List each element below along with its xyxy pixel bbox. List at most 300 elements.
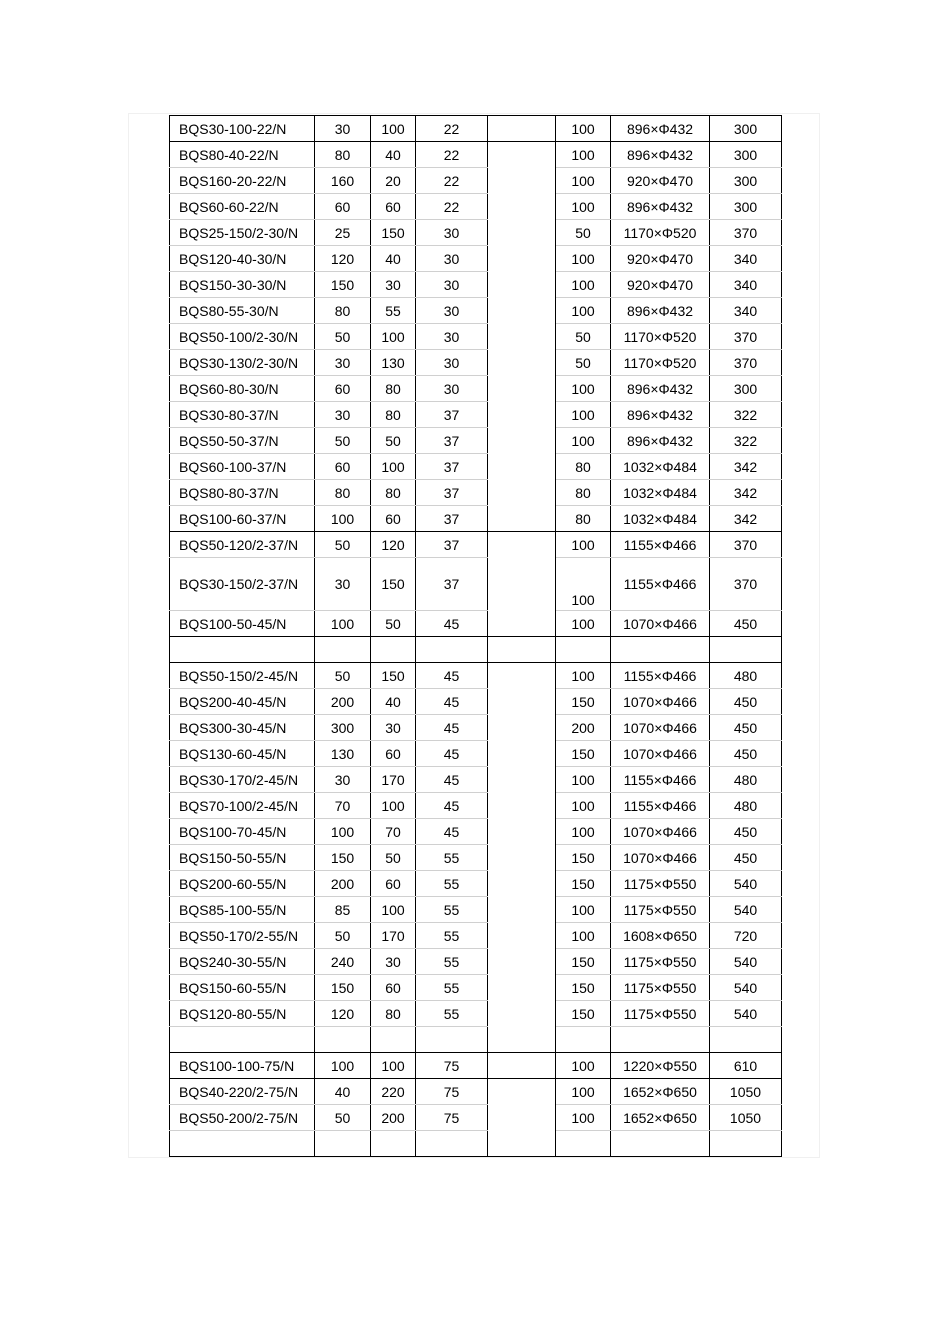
- power-cell: 37: [416, 506, 488, 532]
- power-cell: 55: [416, 975, 488, 1001]
- outlet-cell: 100: [556, 168, 611, 194]
- power-cell: 75: [416, 1079, 488, 1105]
- dimensions-cell: 1155×Φ466: [611, 767, 710, 793]
- power-cell: 37: [416, 532, 488, 558]
- dimensions-cell: 896×Φ432: [611, 376, 710, 402]
- table-row: [170, 923, 782, 949]
- power-cell: [416, 1027, 488, 1053]
- dimensions-cell: 1032×Φ484: [611, 480, 710, 506]
- flow-cell: 30: [315, 402, 371, 428]
- head-cell: 100: [371, 116, 416, 142]
- weight-cell: 322: [710, 428, 782, 454]
- blank-cell: [488, 975, 556, 1001]
- flow-cell: 85: [315, 897, 371, 923]
- flow-cell: 70: [315, 793, 371, 819]
- weight-cell: 342: [710, 454, 782, 480]
- head-cell: 150: [371, 220, 416, 246]
- blank-cell: [488, 767, 556, 793]
- model-cell: BQS200-60-55/N: [170, 871, 315, 897]
- outlet-cell: 100: [556, 819, 611, 845]
- blank-cell: [488, 116, 556, 142]
- blank-cell: [488, 689, 556, 715]
- outlet-cell: [556, 637, 611, 663]
- head-cell: 170: [371, 923, 416, 949]
- power-cell: 75: [416, 1105, 488, 1131]
- table-row: [170, 741, 782, 767]
- power-cell: 75: [416, 1053, 488, 1079]
- weight-cell: 480: [710, 767, 782, 793]
- weight-cell: 720: [710, 923, 782, 949]
- outlet-cell: 100: [556, 1053, 611, 1079]
- power-cell: [416, 1131, 488, 1157]
- table-row: [170, 819, 782, 845]
- table-row: [170, 142, 782, 168]
- outlet-cell: 150: [556, 871, 611, 897]
- blank-cell: [488, 506, 556, 532]
- dimensions-cell: 1155×Φ466: [611, 532, 710, 558]
- flow-cell: 80: [315, 142, 371, 168]
- power-cell: 22: [416, 142, 488, 168]
- power-cell: 30: [416, 272, 488, 298]
- head-cell: [371, 1027, 416, 1053]
- blank-cell: [488, 324, 556, 350]
- blank-cell: [488, 246, 556, 272]
- weight-cell: 370: [710, 220, 782, 246]
- table-row: [170, 428, 782, 454]
- weight-cell: [710, 637, 782, 663]
- model-cell: [170, 637, 315, 663]
- head-cell: 60: [371, 975, 416, 1001]
- dimensions-cell: 1070×Φ466: [611, 845, 710, 871]
- head-cell: 60: [371, 506, 416, 532]
- head-cell: 40: [371, 689, 416, 715]
- table-row: [170, 689, 782, 715]
- outlet-cell: 100: [556, 116, 611, 142]
- model-cell: BQS80-55-30/N: [170, 298, 315, 324]
- model-cell: BQS50-150/2-45/N: [170, 663, 315, 689]
- table-row: [170, 298, 782, 324]
- outlet-cell: 100: [556, 298, 611, 324]
- power-cell: 45: [416, 689, 488, 715]
- dimensions-cell: 1175×Φ550: [611, 975, 710, 1001]
- power-cell: 22: [416, 194, 488, 220]
- flow-cell: 100: [315, 1053, 371, 1079]
- flow-cell: 80: [315, 480, 371, 506]
- flow-cell: 60: [315, 454, 371, 480]
- head-cell: 20: [371, 168, 416, 194]
- model-cell: BQS100-100-75/N: [170, 1053, 315, 1079]
- table-row: [170, 324, 782, 350]
- model-cell: BQS300-30-45/N: [170, 715, 315, 741]
- model-cell: [170, 1131, 315, 1157]
- head-cell: 50: [371, 428, 416, 454]
- power-cell: 55: [416, 949, 488, 975]
- flow-cell: [315, 1027, 371, 1053]
- dimensions-cell: 1170×Φ520: [611, 324, 710, 350]
- dimensions-cell: 1032×Φ484: [611, 454, 710, 480]
- flow-cell: [315, 1131, 371, 1157]
- table-row: [170, 272, 782, 298]
- flow-cell: 50: [315, 1105, 371, 1131]
- dimensions-cell: 1175×Φ550: [611, 949, 710, 975]
- blank-cell: [488, 194, 556, 220]
- head-cell: 70: [371, 819, 416, 845]
- flow-cell: 50: [315, 324, 371, 350]
- weight-cell: 342: [710, 480, 782, 506]
- flow-cell: 60: [315, 376, 371, 402]
- power-cell: 55: [416, 923, 488, 949]
- flow-cell: 40: [315, 1079, 371, 1105]
- power-cell: 45: [416, 819, 488, 845]
- model-cell: BQS85-100-55/N: [170, 897, 315, 923]
- outlet-cell: 100: [556, 793, 611, 819]
- weight-cell: 610: [710, 1053, 782, 1079]
- head-cell: 60: [371, 741, 416, 767]
- power-cell: 30: [416, 324, 488, 350]
- flow-cell: 30: [315, 116, 371, 142]
- power-cell: 37: [416, 402, 488, 428]
- pump-spec-table: [169, 115, 782, 1157]
- blank-cell: [488, 402, 556, 428]
- blank-cell: [488, 558, 556, 611]
- model-cell: BQS60-100-37/N: [170, 454, 315, 480]
- table-row: [170, 506, 782, 532]
- head-cell: 100: [371, 793, 416, 819]
- weight-cell: 370: [710, 532, 782, 558]
- outlet-cell: 100: [556, 428, 611, 454]
- table-row: [170, 715, 782, 741]
- dimensions-cell: 1155×Φ466: [611, 558, 710, 611]
- flow-cell: 120: [315, 1001, 371, 1027]
- weight-cell: 300: [710, 168, 782, 194]
- weight-cell: 450: [710, 741, 782, 767]
- power-cell: 30: [416, 220, 488, 246]
- model-cell: BQS30-150/2-37/N: [170, 558, 315, 611]
- blank-cell: [488, 663, 556, 689]
- flow-cell: 200: [315, 871, 371, 897]
- dimensions-cell: 896×Φ432: [611, 194, 710, 220]
- table-row: [170, 793, 782, 819]
- model-cell: BQS100-60-37/N: [170, 506, 315, 532]
- model-cell: BQS50-200/2-75/N: [170, 1105, 315, 1131]
- flow-cell: 300: [315, 715, 371, 741]
- table-row: [170, 1079, 782, 1105]
- outlet-cell: 200: [556, 715, 611, 741]
- model-cell: BQS150-60-55/N: [170, 975, 315, 1001]
- blank-cell: [488, 142, 556, 168]
- model-cell: BQS30-170/2-45/N: [170, 767, 315, 793]
- dimensions-cell: 1070×Φ466: [611, 611, 710, 637]
- dimensions-cell: [611, 1027, 710, 1053]
- blank-cell: [488, 220, 556, 246]
- head-cell: 170: [371, 767, 416, 793]
- weight-cell: 340: [710, 246, 782, 272]
- outlet-cell: 100: [556, 767, 611, 793]
- weight-cell: 322: [710, 402, 782, 428]
- dimensions-cell: 920×Φ470: [611, 272, 710, 298]
- weight-cell: [710, 1027, 782, 1053]
- outlet-cell: 150: [556, 845, 611, 871]
- table-row: [170, 350, 782, 376]
- outlet-cell: 100: [556, 272, 611, 298]
- outlet-cell: 100: [556, 1105, 611, 1131]
- power-cell: 55: [416, 871, 488, 897]
- head-cell: 130: [371, 350, 416, 376]
- model-cell: BQS50-100/2-30/N: [170, 324, 315, 350]
- dimensions-cell: 1652×Φ650: [611, 1079, 710, 1105]
- model-cell: BQS50-50-37/N: [170, 428, 315, 454]
- weight-cell: 342: [710, 506, 782, 532]
- flow-cell: 120: [315, 246, 371, 272]
- power-cell: 22: [416, 168, 488, 194]
- head-cell: 80: [371, 402, 416, 428]
- flow-cell: 30: [315, 350, 371, 376]
- table-row: [170, 975, 782, 1001]
- dimensions-cell: [611, 1131, 710, 1157]
- table-row: [170, 949, 782, 975]
- outlet-cell: 150: [556, 689, 611, 715]
- flow-cell: 60: [315, 194, 371, 220]
- head-cell: [371, 637, 416, 663]
- blank-cell: [488, 1105, 556, 1131]
- outlet-cell: 150: [556, 949, 611, 975]
- table-row: [170, 220, 782, 246]
- head-cell: 30: [371, 949, 416, 975]
- outlet-cell: 100: [556, 897, 611, 923]
- weight-cell: 1050: [710, 1079, 782, 1105]
- outlet-cell: 80: [556, 454, 611, 480]
- head-cell: 100: [371, 897, 416, 923]
- weight-cell: 540: [710, 975, 782, 1001]
- table-row: [170, 376, 782, 402]
- head-cell: 100: [371, 324, 416, 350]
- outlet-cell: 100: [556, 1079, 611, 1105]
- dimensions-cell: 1175×Φ550: [611, 871, 710, 897]
- outlet-cell: 100: [556, 923, 611, 949]
- table-row: [170, 558, 782, 611]
- table-row: [170, 637, 782, 663]
- flow-cell: 30: [315, 767, 371, 793]
- model-cell: BQS80-40-22/N: [170, 142, 315, 168]
- power-cell: 45: [416, 611, 488, 637]
- model-cell: BQS70-100/2-45/N: [170, 793, 315, 819]
- model-cell: BQS30-130/2-30/N: [170, 350, 315, 376]
- blank-cell: [488, 1001, 556, 1027]
- blank-cell: [488, 298, 556, 324]
- outlet-cell: 50: [556, 220, 611, 246]
- outlet-cell: 80: [556, 480, 611, 506]
- table-row: [170, 897, 782, 923]
- model-cell: BQS50-170/2-55/N: [170, 923, 315, 949]
- model-cell: [170, 1027, 315, 1053]
- flow-cell: 50: [315, 532, 371, 558]
- flow-cell: 150: [315, 272, 371, 298]
- flow-cell: 100: [315, 506, 371, 532]
- table-row: [170, 194, 782, 220]
- flow-cell: 150: [315, 845, 371, 871]
- table-row: [170, 1053, 782, 1079]
- blank-cell: [488, 1053, 556, 1079]
- power-cell: 45: [416, 767, 488, 793]
- power-cell: 55: [416, 1001, 488, 1027]
- power-cell: 55: [416, 897, 488, 923]
- model-cell: BQS130-60-45/N: [170, 741, 315, 767]
- blank-cell: [488, 611, 556, 637]
- weight-cell: 370: [710, 558, 782, 611]
- model-cell: BQS60-80-30/N: [170, 376, 315, 402]
- outlet-cell: 50: [556, 324, 611, 350]
- blank-cell: [488, 1079, 556, 1105]
- blank-cell: [488, 480, 556, 506]
- table-row: [170, 767, 782, 793]
- blank-cell: [488, 168, 556, 194]
- model-cell: BQS120-40-30/N: [170, 246, 315, 272]
- dimensions-cell: 920×Φ470: [611, 246, 710, 272]
- dimensions-cell: 1220×Φ550: [611, 1053, 710, 1079]
- blank-cell: [488, 923, 556, 949]
- blank-cell: [488, 428, 556, 454]
- head-cell: [371, 1131, 416, 1157]
- dimensions-cell: 896×Φ432: [611, 402, 710, 428]
- model-cell: BQS30-80-37/N: [170, 402, 315, 428]
- table-row: [170, 1105, 782, 1131]
- table-row: [170, 611, 782, 637]
- dimensions-cell: 1155×Φ466: [611, 793, 710, 819]
- model-cell: BQS25-150/2-30/N: [170, 220, 315, 246]
- table-row: [170, 845, 782, 871]
- weight-cell: 450: [710, 611, 782, 637]
- power-cell: 22: [416, 116, 488, 142]
- head-cell: 80: [371, 376, 416, 402]
- flow-cell: 100: [315, 819, 371, 845]
- weight-cell: 340: [710, 298, 782, 324]
- weight-cell: 300: [710, 376, 782, 402]
- dimensions-cell: 896×Φ432: [611, 116, 710, 142]
- table-row: [170, 1027, 782, 1053]
- dimensions-cell: 896×Φ432: [611, 298, 710, 324]
- table-row: [170, 246, 782, 272]
- dimensions-cell: 1032×Φ484: [611, 506, 710, 532]
- table-row: [170, 168, 782, 194]
- power-cell: 30: [416, 376, 488, 402]
- model-cell: BQS150-50-55/N: [170, 845, 315, 871]
- model-cell: BQS100-70-45/N: [170, 819, 315, 845]
- head-cell: 220: [371, 1079, 416, 1105]
- head-cell: 80: [371, 480, 416, 506]
- power-cell: 37: [416, 428, 488, 454]
- outlet-cell: 100: [556, 558, 611, 611]
- head-cell: 40: [371, 142, 416, 168]
- head-cell: 55: [371, 298, 416, 324]
- blank-cell: [488, 897, 556, 923]
- flow-cell: 240: [315, 949, 371, 975]
- flow-cell: 25: [315, 220, 371, 246]
- outlet-cell: 100: [556, 663, 611, 689]
- dimensions-cell: 896×Φ432: [611, 142, 710, 168]
- head-cell: 50: [371, 845, 416, 871]
- outlet-cell: 100: [556, 532, 611, 558]
- outlet-cell: 150: [556, 1001, 611, 1027]
- head-cell: 150: [371, 663, 416, 689]
- table-row: [170, 1001, 782, 1027]
- blank-cell: [488, 715, 556, 741]
- head-cell: 30: [371, 715, 416, 741]
- model-cell: BQS60-60-22/N: [170, 194, 315, 220]
- weight-cell: 450: [710, 819, 782, 845]
- model-cell: BQS150-30-30/N: [170, 272, 315, 298]
- blank-cell: [488, 1131, 556, 1157]
- dimensions-cell: 1608×Φ650: [611, 923, 710, 949]
- power-cell: [416, 637, 488, 663]
- head-cell: 40: [371, 246, 416, 272]
- power-cell: 30: [416, 298, 488, 324]
- model-cell: BQS200-40-45/N: [170, 689, 315, 715]
- head-cell: 60: [371, 871, 416, 897]
- dimensions-cell: 1652×Φ650: [611, 1105, 710, 1131]
- weight-cell: 480: [710, 663, 782, 689]
- table-row: [170, 871, 782, 897]
- dimensions-cell: 1175×Φ550: [611, 1001, 710, 1027]
- blank-cell: [488, 637, 556, 663]
- blank-cell: [488, 819, 556, 845]
- flow-cell: 130: [315, 741, 371, 767]
- blank-cell: [488, 949, 556, 975]
- weight-cell: 450: [710, 689, 782, 715]
- dimensions-cell: 1070×Φ466: [611, 689, 710, 715]
- outlet-cell: 100: [556, 142, 611, 168]
- model-cell: BQS240-30-55/N: [170, 949, 315, 975]
- weight-cell: 540: [710, 949, 782, 975]
- weight-cell: 1050: [710, 1105, 782, 1131]
- blank-cell: [488, 454, 556, 480]
- flow-cell: 50: [315, 428, 371, 454]
- flow-cell: 80: [315, 298, 371, 324]
- blank-cell: [488, 350, 556, 376]
- dimensions-cell: 1175×Φ550: [611, 897, 710, 923]
- head-cell: 30: [371, 272, 416, 298]
- head-cell: 50: [371, 611, 416, 637]
- head-cell: 200: [371, 1105, 416, 1131]
- outlet-cell: 100: [556, 246, 611, 272]
- flow-cell: 160: [315, 168, 371, 194]
- dimensions-cell: 1170×Φ520: [611, 350, 710, 376]
- table-body: [170, 116, 782, 1157]
- head-cell: 150: [371, 558, 416, 611]
- flow-cell: [315, 637, 371, 663]
- outlet-cell: [556, 1027, 611, 1053]
- dimensions-cell: [611, 637, 710, 663]
- flow-cell: 100: [315, 611, 371, 637]
- table-row: [170, 532, 782, 558]
- model-cell: BQS30-100-22/N: [170, 116, 315, 142]
- weight-cell: 480: [710, 793, 782, 819]
- power-cell: 45: [416, 793, 488, 819]
- power-cell: 45: [416, 741, 488, 767]
- flow-cell: 30: [315, 558, 371, 611]
- dimensions-cell: 920×Φ470: [611, 168, 710, 194]
- head-cell: 80: [371, 1001, 416, 1027]
- weight-cell: [710, 1131, 782, 1157]
- outlet-cell: 80: [556, 506, 611, 532]
- outlet-cell: 150: [556, 741, 611, 767]
- flow-cell: 150: [315, 975, 371, 1001]
- model-cell: BQS120-80-55/N: [170, 1001, 315, 1027]
- dimensions-cell: 1070×Φ466: [611, 741, 710, 767]
- blank-cell: [488, 793, 556, 819]
- blank-cell: [488, 871, 556, 897]
- table-row: [170, 1131, 782, 1157]
- power-cell: 37: [416, 480, 488, 506]
